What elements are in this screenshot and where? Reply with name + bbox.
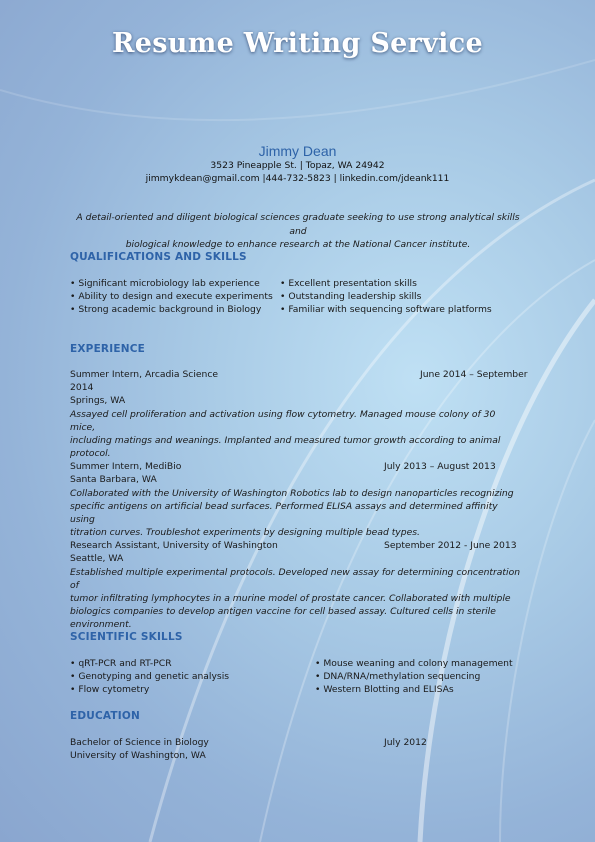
experience-heading: EXPERIENCE xyxy=(70,343,145,355)
list-item: • Familiar with sequencing software platforms xyxy=(280,303,492,316)
job-dates: July 2013 – August 2013 xyxy=(384,461,496,472)
qualifications-heading: QUALIFICATIONS AND SKILLS xyxy=(70,251,247,263)
job-dates: June 2014 – September xyxy=(420,369,528,380)
description-line: environment. xyxy=(70,619,132,630)
degree: Bachelor of Science in Biology xyxy=(70,737,209,748)
description-line: biologics companies to develop antigen vaccine for cell based assay. Cultured cells in sterile xyxy=(70,606,496,617)
objective-line: biological knowledge to enhance research at the National Cancer institute. xyxy=(125,239,471,250)
graduation-date: July 2012 xyxy=(384,737,427,748)
job-description xyxy=(70,408,522,460)
objective-statement xyxy=(72,211,524,252)
description-line: including matings and weanings. Implanted and measured tumor growth according to animal xyxy=(70,435,501,446)
description-line: specific antigens on artificial bead surfaces. Performed ELISA assays and determined affinity using xyxy=(70,501,498,525)
job-role: Research Assistant, University of Washington xyxy=(70,540,278,551)
list-item: • Outstanding leadership skills xyxy=(280,290,492,303)
job-role: Summer Intern, Arcadia Science xyxy=(70,369,219,380)
job-location: Santa Barbara, WA xyxy=(70,474,157,485)
qualifications-list-right xyxy=(280,277,492,316)
description-line: tumor infiltrating lymphocytes in a murine model of prostate cancer. Collaborated with multiple xyxy=(70,593,511,604)
list-item: • DNA/RNA/methylation sequencing xyxy=(315,670,513,683)
description-line: Collaborated with the University of Washington Robotics lab to design nanoparticles recognizing xyxy=(70,488,514,499)
job-role: Summer Intern, MediBio xyxy=(70,461,182,472)
job-dates: September 2012 - June 2013 xyxy=(384,540,517,551)
list-item: • Flow cytometry xyxy=(70,683,229,696)
candidate-name: Jimmy Dean xyxy=(258,143,337,159)
list-item: • Ability to design and execute experiments xyxy=(70,290,273,303)
job-dates-continued: 2014 xyxy=(70,382,94,393)
list-item: • qRT-PCR and RT-PCR xyxy=(70,657,229,670)
scientific-skills-list-left xyxy=(70,657,229,696)
description-line: Established multiple experimental protocols. Developed new assay for determining concentration of xyxy=(70,567,521,591)
scientific-skills-list-right xyxy=(315,657,513,696)
objective-line: A detail-oriented and diligent biological sciences graduate seeking to use strong analytical skills and xyxy=(76,212,520,237)
job-location: Seattle, WA xyxy=(70,553,124,564)
job-location: Springs, WA xyxy=(70,395,126,406)
list-item: • Significant microbiology lab experience xyxy=(70,277,273,290)
list-item: • Strong academic background in Biology xyxy=(70,303,273,316)
address-line: 3523 Pineapple St. | Topaz, WA 24942 xyxy=(210,160,385,171)
description-line: protocol. xyxy=(70,448,111,459)
description-line: titration curves. Troubleshot experiments by designing multiple bead types. xyxy=(70,527,420,538)
scientific-skills-heading: SCIENTIFIC SKILLS xyxy=(70,631,183,643)
contact-line: jimmykdean@gmail.com |444-732-5823 | linkedin.com/jdeank111 xyxy=(145,173,450,184)
job-description xyxy=(70,566,522,631)
banner-title: Resume Writing Service xyxy=(112,28,483,59)
description-line: Assayed cell proliferation and activation using flow cytometry. Managed mouse colony of 30 mice, xyxy=(70,409,496,433)
education-heading: EDUCATION xyxy=(70,710,141,722)
list-item: • Genotyping and genetic analysis xyxy=(70,670,229,683)
qualifications-list-left xyxy=(70,277,273,316)
list-item: • Western Blotting and ELISAs xyxy=(315,683,513,696)
list-item: • Excellent presentation skills xyxy=(280,277,492,290)
job-description xyxy=(70,487,522,539)
school: University of Washington, WA xyxy=(70,750,206,761)
list-item: • Mouse weaning and colony management xyxy=(315,657,513,670)
